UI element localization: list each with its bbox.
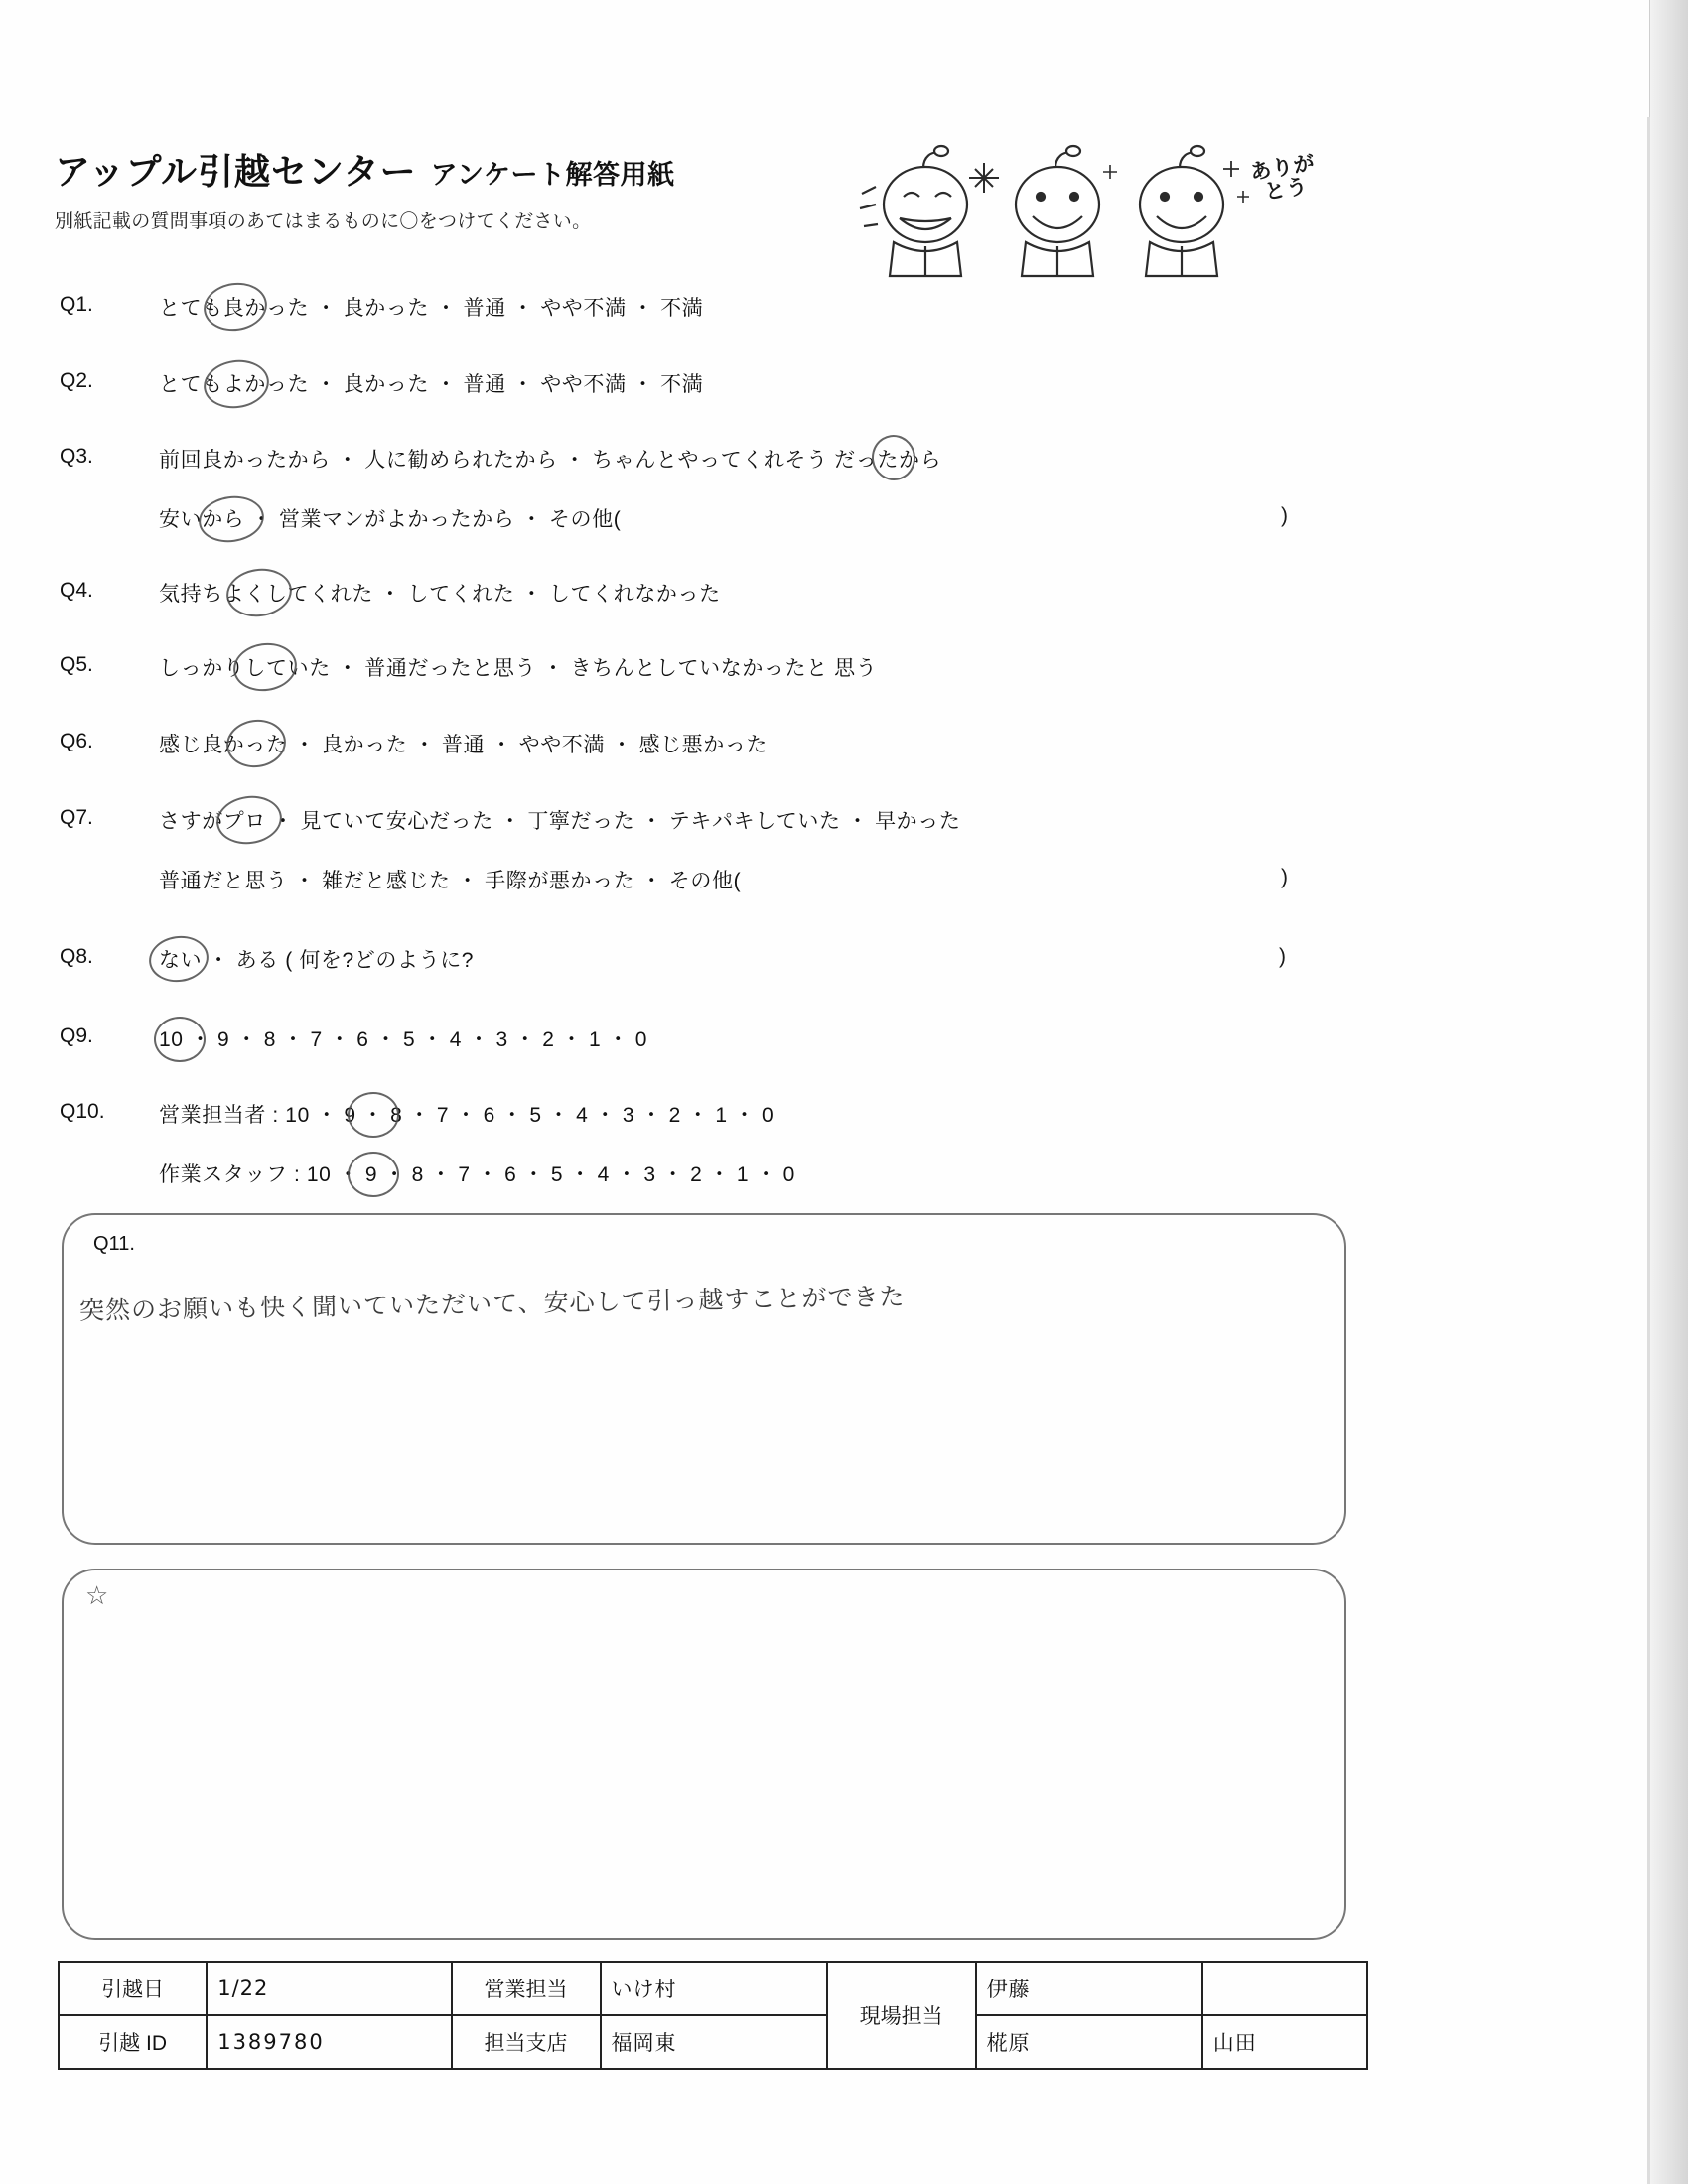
question-q10-staff (60, 1160, 1301, 1192)
question-q9 (60, 1024, 1301, 1057)
q11-box-label: Q11. (93, 1233, 135, 1255)
q3-other-paren-close: ) (1281, 504, 1288, 527)
moving-date-value: 1/22 (207, 1962, 451, 2015)
title-row (55, 144, 869, 195)
q10-staff-scale: 作業スタッフ : 10 ・ 9 ・ 8 ・ 7 ・ 6 ・ 5 ・ 4 ・ 3 ・ 2 ・ 1 ・ 0 (159, 1163, 795, 1186)
question-q10-sales (60, 1100, 1301, 1133)
mascot-illustration (854, 139, 1350, 298)
instruction-text: 別紙記載の質問事項のあてはまるものに〇をつけてください。 (55, 211, 592, 232)
q9-scale: 10 ・ 9 ・ 8 ・ 7 ・ 6 ・ 5 ・ 4 ・ 3 ・ 2 ・ 1 ・ 0 (159, 1028, 648, 1051)
scanner-edge-shadow (1649, 0, 1688, 2184)
page-subtitle-heading: アンケート解答用紙 (430, 160, 675, 190)
q5-label: Q5. (60, 653, 93, 676)
q3-options-line1: 前回良かったから ・ 人に勧められたから ・ ちゃんとやってくれそう だったから (159, 449, 942, 472)
q7-label: Q7. (60, 806, 93, 829)
sales-rep-value: いけ村 (601, 1962, 827, 2015)
q8-options: ない ・ ある ( 何を?どのように? (159, 949, 475, 972)
page-title: アップル引越センター (55, 151, 417, 192)
q9-label: Q9. (60, 1024, 93, 1047)
q1-options: とても良かった ・ 良かった ・ 普通 ・ やや不満 ・ 不満 (159, 297, 704, 320)
thanks-bubble-text: ありがとう (1248, 151, 1318, 205)
moving-id-label: 引越 ID (59, 2015, 207, 2069)
q11-handwritten-answer: 突然のお願いも快く聞いていただいて、安心して引っ越すことができた (78, 1282, 906, 1325)
question-q1 (60, 293, 1301, 326)
q4-label: Q4. (60, 579, 93, 602)
question-q3-line2 (60, 504, 1301, 537)
q6-label: Q6. (60, 730, 93, 752)
q5-options: しっかりしていた ・ 普通だったと思う ・ きちんとしていなかったと 思う (159, 657, 878, 680)
q10-sales-scale: 営業担当者 : 10 ・ 9 ・ 8 ・ 7 ・ 6 ・ 5 ・ 4 ・ 3 ・ 2 ・ 1 ・ 0 (159, 1104, 774, 1127)
table-row (59, 2015, 1367, 2069)
extra-cell-2: 山田 (1202, 2015, 1367, 2069)
sales-rep-label: 営業担当 (452, 1962, 601, 2015)
q11-comment-box[interactable] (62, 1213, 1346, 1545)
q3-label: Q3. (60, 445, 93, 468)
site-manager-value-2: 椛原 (976, 2015, 1202, 2069)
star-comment-box[interactable] (62, 1569, 1346, 1940)
extra-cell-1 (1202, 1962, 1367, 2015)
q7-options-line1: さすがプロ ・ 見ていて安心だった ・ 丁寧だった ・ テキパキしていた ・ 早かった (159, 810, 961, 833)
footer-info-table (58, 1961, 1368, 2070)
question-q5 (60, 653, 1301, 686)
moving-id-value: 1389780 (207, 2015, 451, 2069)
question-q6 (60, 730, 1301, 762)
q6-options: 感じ良かった ・ 良かった ・ 普通 ・ やや不満 ・ 感じ悪かった (159, 734, 769, 756)
table-row (59, 1962, 1367, 2015)
star-icon: ☆ (85, 1580, 109, 1610)
q2-label: Q2. (60, 369, 93, 392)
q8-paren-close: ) (1279, 945, 1286, 968)
branch-label: 担当支店 (452, 2015, 601, 2069)
question-q8 (60, 945, 1301, 978)
question-q7 (60, 806, 1301, 839)
q2-options: とてもよかった ・ 良かった ・ 普通 ・ やや不満 ・ 不満 (159, 373, 704, 396)
document-header (55, 144, 869, 233)
q7-options-line2: 普通だと思う ・ 雑だと感じた ・ 手際が悪かった ・ その他( (159, 870, 742, 892)
question-q3 (60, 445, 1301, 478)
q7-other-paren-close: ) (1281, 866, 1288, 888)
q8-label: Q8. (60, 945, 93, 968)
q4-options: 気持ちよくしてくれた ・ してくれた ・ してくれなかった (159, 583, 721, 606)
site-manager-value-1: 伊藤 (976, 1962, 1202, 2015)
moving-date-label: 引越日 (59, 1962, 207, 2015)
branch-value: 福岡東 (601, 2015, 827, 2069)
question-q4 (60, 579, 1301, 612)
q10-label: Q10. (60, 1100, 105, 1123)
q3-options-line2: 安いから ・ 営業マンがよかったから ・ その他( (159, 508, 622, 531)
site-manager-label: 現場担当 (827, 1962, 976, 2069)
q1-label: Q1. (60, 293, 93, 316)
question-q2 (60, 369, 1301, 402)
question-q7-line2 (60, 866, 1301, 898)
scanner-edge-line (1647, 117, 1650, 2184)
